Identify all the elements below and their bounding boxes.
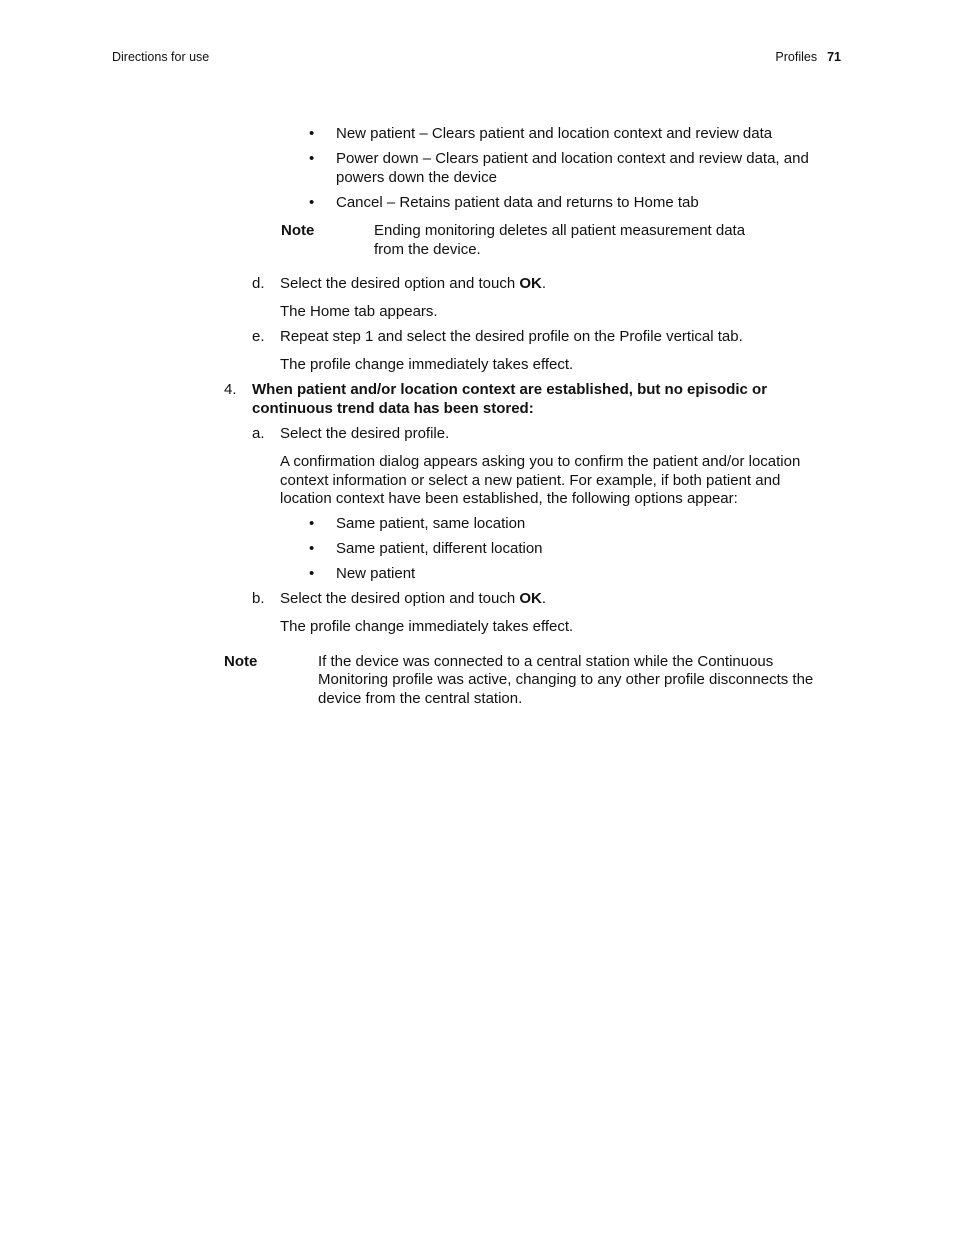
list-item: New patient – Clears patient and location context and review data: [336, 125, 773, 142]
note-text: Ending monitoring deletes all patient measurement data: [374, 222, 746, 239]
step-result: The Home tab appears.: [280, 303, 438, 320]
bullet-icon: •: [309, 150, 315, 167]
step-result: The profile change immediately takes effect.: [280, 618, 574, 635]
step-number: 4.: [224, 381, 237, 398]
step-result: The profile change immediately takes effect.: [280, 356, 574, 373]
note-label: Note: [281, 222, 315, 239]
note-text: device from the central station.: [318, 690, 523, 707]
bullet-icon: •: [309, 125, 315, 142]
step-description: context information or select a new patient. For example, if both patient and: [280, 472, 781, 489]
section-name: Profiles: [775, 50, 818, 64]
list-item: Power down – Clears patient and location context and review data, and: [336, 150, 809, 167]
bullet-icon: •: [309, 540, 315, 557]
step-text: Select the desired option and touch OK.: [280, 275, 547, 292]
step-description: A confirmation dialog appears asking you to confirm the patient and/or location: [280, 453, 801, 470]
step-marker: a.: [252, 425, 265, 442]
step-marker: b.: [252, 590, 265, 607]
step-text: Select the desired option and touch OK.: [280, 590, 547, 607]
step-marker: d.: [252, 275, 265, 292]
ok-keyword: OK: [519, 590, 542, 607]
page-number: 71: [827, 50, 841, 64]
option-item: Same patient, different location: [336, 540, 543, 557]
note-text: from the device.: [374, 241, 481, 258]
note-text: Monitoring profile was active, changing to any other profile disconnects the: [318, 671, 814, 688]
list-item-continuation: powers down the device: [336, 169, 497, 186]
step-marker: e.: [252, 328, 265, 345]
running-header-section: [775, 49, 841, 65]
bullet-icon: •: [309, 565, 315, 582]
step-text: Select the desired profile.: [280, 425, 450, 442]
note-text: If the device was connected to a central station while the Continuous: [318, 653, 774, 670]
bullet-icon: •: [309, 194, 315, 211]
step-heading: continuous trend data has been stored:: [252, 400, 534, 417]
step-description: location context have been established, the following options appear:: [280, 490, 738, 507]
step-heading: When patient and/or location context are established, but no episodic or: [252, 381, 768, 398]
step-text: Repeat step 1 and select the desired profile on the Profile vertical tab.: [280, 328, 743, 345]
list-item: Cancel – Retains patient data and returns to Home tab: [336, 194, 699, 211]
note-label: Note: [224, 653, 258, 670]
ok-keyword: OK: [519, 275, 542, 292]
option-item: New patient: [336, 565, 416, 582]
bullet-icon: •: [309, 515, 315, 532]
running-header-title: Directions for use: [112, 50, 210, 64]
option-item: Same patient, same location: [336, 515, 526, 532]
